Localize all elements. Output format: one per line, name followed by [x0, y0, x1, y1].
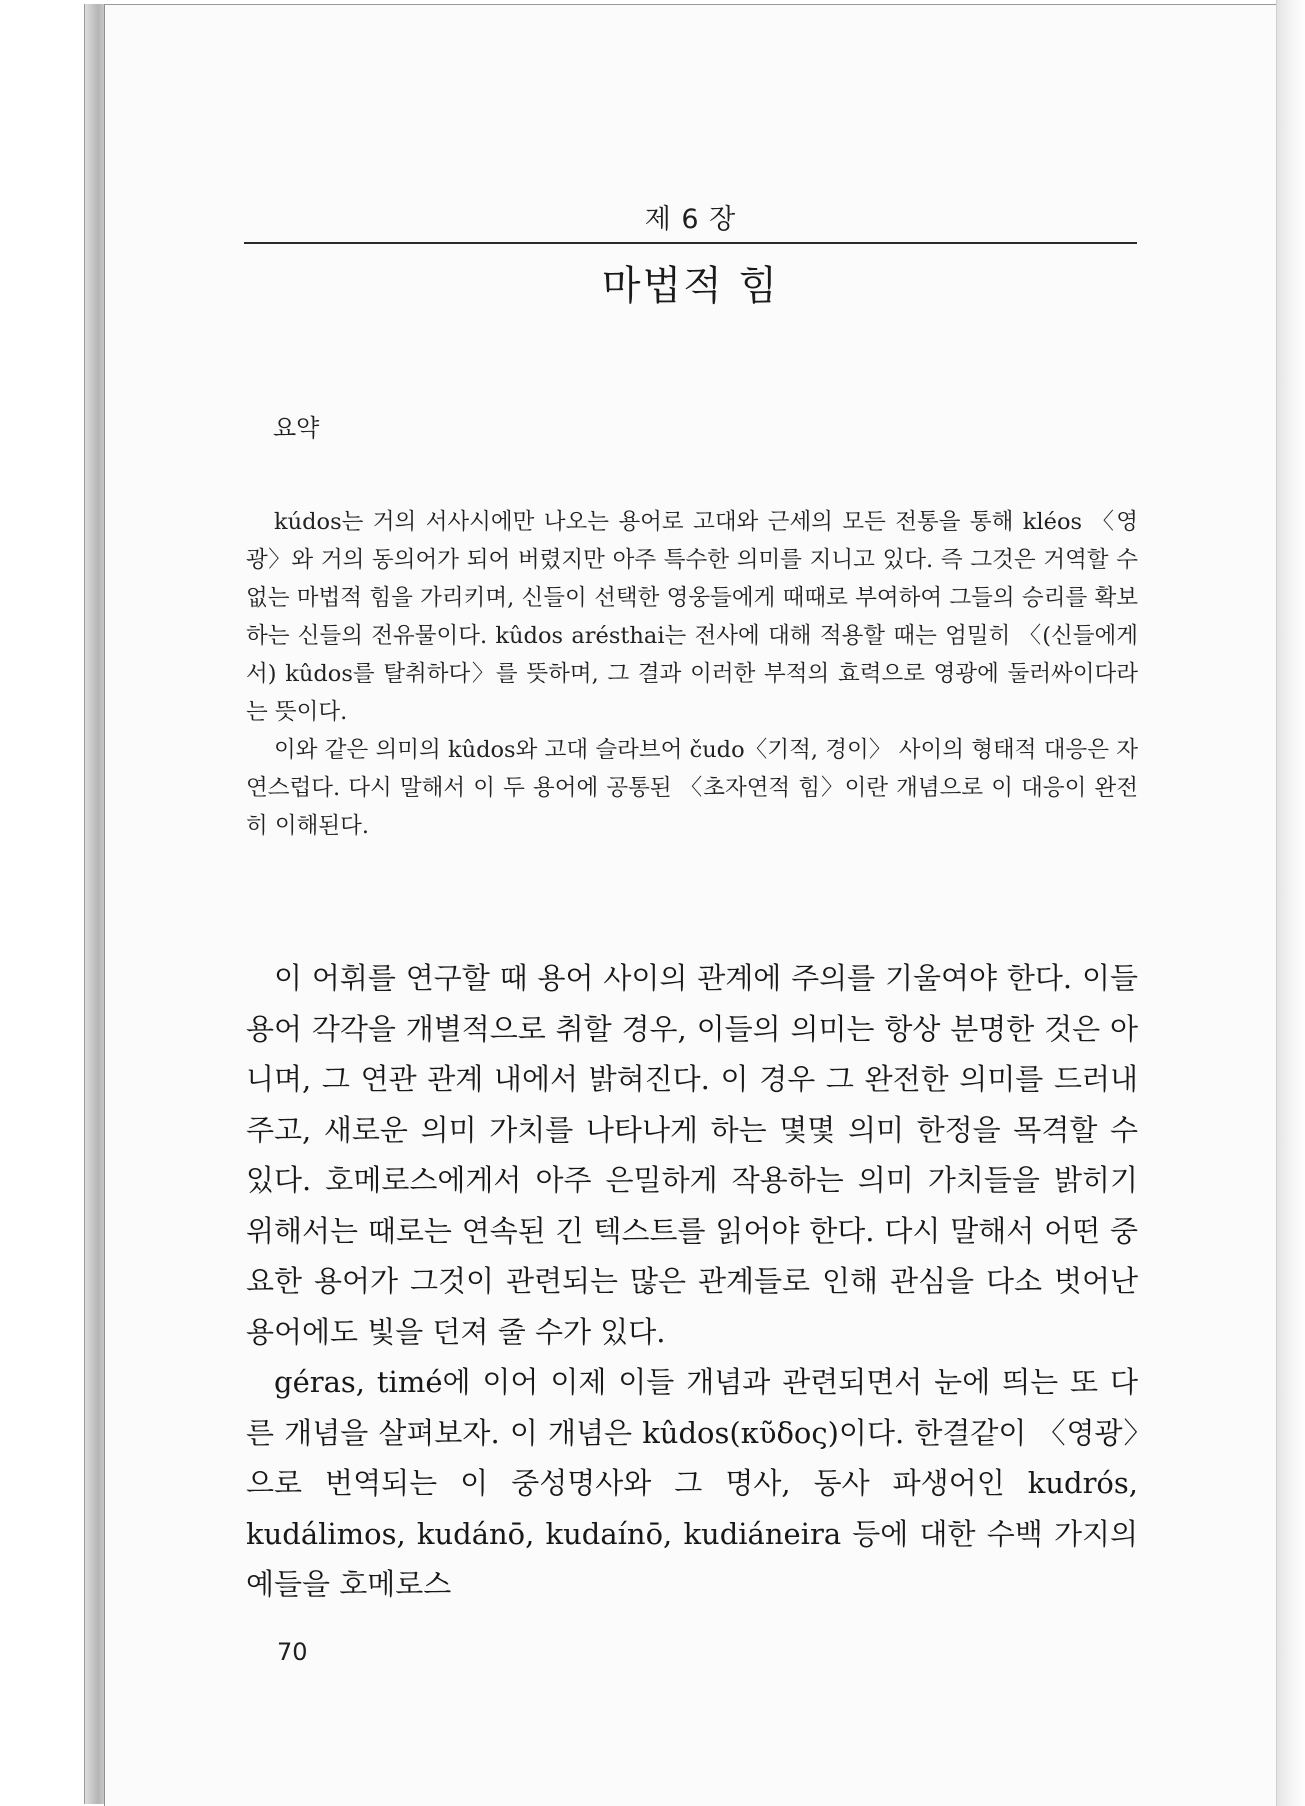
chapter-title: 마법적 힘: [601, 263, 780, 309]
body-text: [246, 953, 1138, 1610]
body-paragraph: 이 어휘를 연구할 때 용어 사이의 관계에 주의를 기울여야 한다. 이들 용어 각각을 개별적으로 취할 경우, 이들의 의미는 항상 분명한 것은 아니며, 그 연관 관계 내에서 밝혀진다. 이 경우 그 완전한 의미를 드러내 주고, 새로운 의미 가치를 나타나게 하는 몇몇 의미 한정을 목격할 수 있다. 호메로스에게서 아주 은밀하게 작용하는 의미 가치들을 밝히기 위해서는 때로는 연속된 긴 텍스트를 읽어야 한다. 다시 말해서 어떤 중요한 용어가 그것이 관련되는 많은 관계들로 인해 관심을 다소 벗어난 용어에도 빛을 던져 줄 수가 있다.: [246, 961, 1138, 1349]
chapter-label: 제 6 장: [644, 204, 737, 235]
chapter-divider: [244, 242, 1137, 244]
summary-block: [246, 503, 1138, 845]
body-paragraph: géras, timé에 이어 이제 이들 개념과 관련되면서 눈에 띄는 또 다른 개념을 살펴보자. 이 개념은 kûdos(κῦδος)이다. 한결같이 〈영광〉으로 번역되는 이 중성명사와 그 명사, 동사 파생어인 kudrós, kudálimos, kudánō, kudaínō, kudiáneira 등에 대한 수백 가지의 예들을 호메로스: [246, 1365, 1138, 1601]
summary-heading: 요약: [273, 414, 320, 442]
summary-paragraph: kúdos는 거의 서사시에만 나오는 용어로 고대와 근세의 모든 전통을 통해 kléos 〈영광〉와 거의 동의어가 되어 버렸지만 아주 특수한 의미를 지니고 있다. 즉 그것은 거역할 수 없는 마법적 힘을 가리키며, 신들이 선택한 영웅들에게 때때로 부여하여 그들의 승리를 확보하는 신들의 전유물이다. kûdos arésthai는 전사에 대해 적용할 때는 엄밀히 〈(신들에게서) kûdos를 탈취하다〉를 뜻하며, 그 결과 이러한 부적의 효력으로 영광에 둘러싸이다라는 뜻이다.: [246, 509, 1138, 725]
next-page-shadow: [1276, 0, 1305, 1806]
summary-paragraph: 이와 같은 의미의 kûdos와 고대 슬라브어 čudo〈기적, 경이〉 사이의 형태적 대응은 자연스럽다. 다시 말해서 이 두 용어에 공통된 〈초자연적 힘〉이란 개념으로 이 대응이 완전히 이해된다.: [246, 737, 1138, 839]
page-number: 70: [277, 1638, 308, 1666]
